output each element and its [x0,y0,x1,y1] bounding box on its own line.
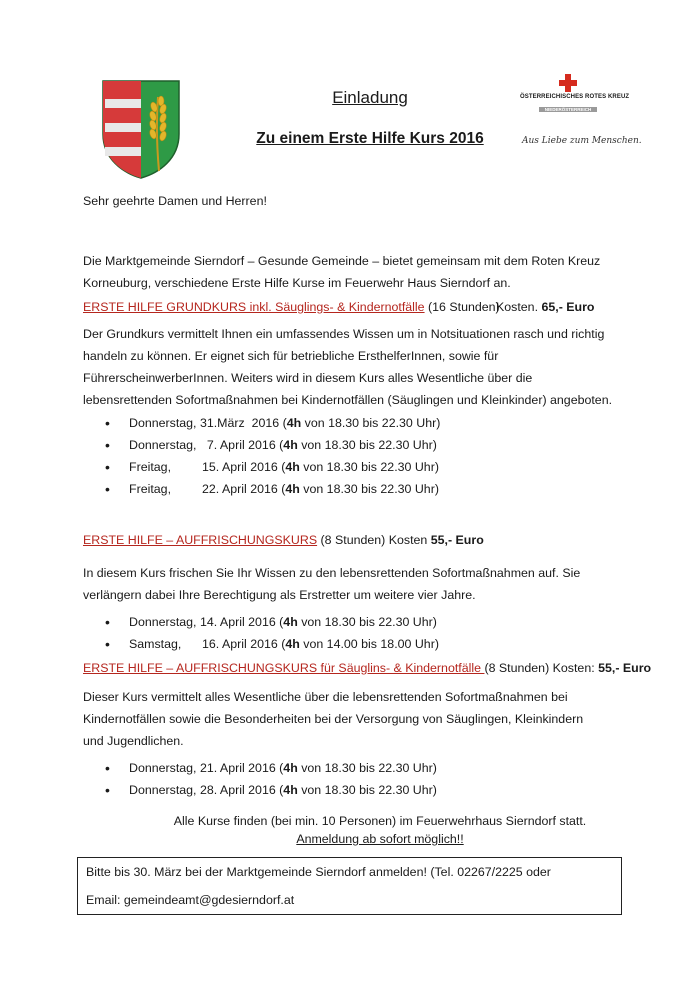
list-item: • Freitag, 15. April 2016 (4h von 18.30 bis 22.30 Uhr) [105,456,645,478]
course1-title: ERSTE HILFE GRUNDKURS inkl. Säuglings- & Kindernotfälle [83,300,425,314]
course1-cost-label: Kosten. [496,300,542,314]
course1-description: Der Grundkurs vermittelt Ihnen ein umfassendes Wissen um in Notsituationen rasch und richtig handeln zu können. Er eignet sich für betriebliche ErsthelferInnen, sowie für FührerscheinwerberInnen. Weiters wird in diesem Kurs alles Wesentliche über die lebensrettenden Sofortmaßnahmen bei Kindernotfällen (Säuglingen und Kleinkinder) angeboten. [83,327,613,407]
red-cross-slogan: Aus Liebe zum Menschen. [522,136,642,146]
red-cross-icon [559,74,577,92]
course1-heading [83,296,623,318]
course1-cost: 65,- Euro [541,300,595,314]
course2-title: ERSTE HILFE – AUFFRISCHUNGSKURS [83,533,318,547]
salutation: Sehr geehrte Damen und Herren! [83,194,267,208]
course3-hours: (8 Stunden) Kosten: [484,661,599,675]
course2-heading [83,529,623,551]
list-item: • Samstag, 16. April 2016 (4h von 14.00 bis 18.00 Uhr) [105,633,645,655]
list-item: • Donnerstag, 7. April 2016 (4h von 18.30 bis 22.30 Uhr) [105,434,645,456]
red-cross-region: NIEDERÖSTERREICH [539,107,598,112]
course3-description: Dieser Kurs vermittelt alles Wesentliche über die lebensrettenden Sofortmaßnahmen bei Kindernotfällen sowie die Besonderheiten bei der Versorgung von Säuglingen, Kleinkindern und Jugendlichen. [83,690,584,748]
page-title: Einladung [332,88,408,107]
course2-date-list [105,611,645,655]
location-note: Alle Kurse finden (bei min. 10 Personen) im Feuerwehrhaus Sierndorf statt. [173,814,587,828]
page-subtitle: Zu einem Erste Hilfe Kurs 2016 [256,130,484,147]
list-item: • Donnerstag, 28. April 2016 (4h von 18.30 bis 22.30 Uhr) [105,779,645,801]
course2-hours: (8 Stunden) Kosten [317,533,431,547]
list-item: • Donnerstag, 14. April 2016 (4h von 18.30 bis 22.30 Uhr) [105,611,645,633]
red-cross-name: ÖSTERREICHISCHES ROTES KREUZ [520,94,630,100]
course3-title: ERSTE HILFE – AUFFRISCHUNGSKURS für Säuglins- & Kindernotfälle [83,661,485,675]
course1-date-list [105,412,645,500]
list-item: • Donnerstag, 21. April 2016 (4h von 18.30 bis 22.30 Uhr) [105,757,645,779]
course1-hours: (16 Stunden) [424,300,500,314]
registration-note: Anmeldung ab sofort möglich!! [296,832,464,846]
intro-paragraph: Die Marktgemeinde Sierndorf – Gesunde Gemeinde – bietet gemeinsam mit dem Roten Kreuz Korneuburg, verschiedene Erste Hilfe Kurse im Feuerwehr Haus Sierndorf an. [83,254,601,290]
list-item: • Donnerstag, 31.März 2016 (4h von 18.30 bis 22.30 Uhr) [105,412,645,434]
course3-heading [83,657,652,679]
course2-cost: 55,- Euro [430,533,484,547]
course2-description: In diesem Kurs frischen Sie Ihr Wissen zu den lebensrettenden Sofortmaßnahmen auf. Sie verlängern dabei Ihre Berechtigung als Erstretter um weitere vier Jahre. [83,566,581,602]
course3-cost: 55,- Euro [598,661,652,675]
registration-box [77,857,622,915]
list-item: • Freitag, 22. April 2016 (4h von 18.30 bis 22.30 Uhr) [105,478,645,500]
registration-box-line1: Bitte bis 30. März bei der Marktgemeinde Sierndorf anmelden! (Tel. 02267/2225 oder [86,865,551,879]
red-cross-logo [520,74,630,114]
course3-date-list [105,757,645,801]
registration-box-email[interactable]: Email: gemeindeamt@gdesierndorf.at [86,893,295,907]
